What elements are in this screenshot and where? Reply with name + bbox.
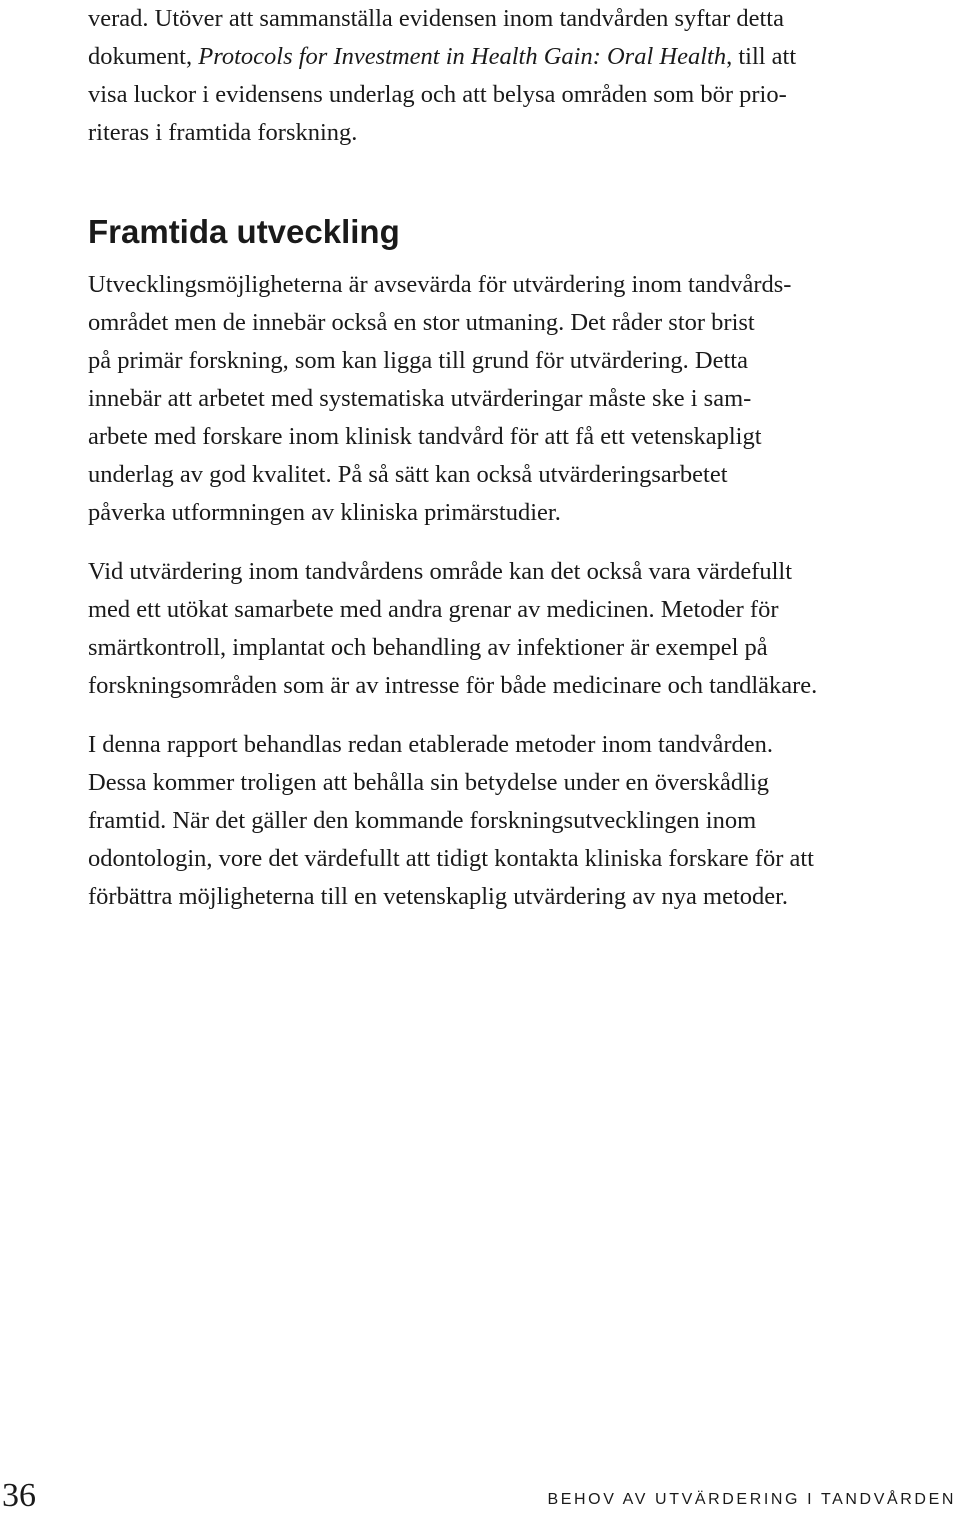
paragraph-line: framtid. När det gäller den kommande forskningsutvecklingen inom <box>88 807 757 834</box>
paragraph-line: med ett utökat samarbete med andra grenar av medicinen. Metoder för <box>88 596 779 623</box>
intro-line-4: riteras i framtida forskning. <box>88 119 358 146</box>
paragraph-line: arbete med forskare inom klinisk tandvård för att få ett vetenskapligt <box>88 423 762 450</box>
intro-line-2 <box>88 38 796 76</box>
intro-line-2-suffix: , till att <box>726 43 797 70</box>
paragraph-line: smärtkontroll, implantat och behandling av infektioner är exempel på <box>88 634 768 661</box>
intro-line-2-prefix: dokument, <box>88 43 199 70</box>
paragraph-line: underlag av god kvalitet. På så sätt kan också utvärderingsarbetet <box>88 461 728 488</box>
document-title-italic: Protocols for Investment in Health Gain: Oral Health <box>198 43 727 70</box>
paragraph-collaboration <box>88 553 817 705</box>
page-number: 36 <box>2 1477 36 1514</box>
paragraph-report <box>88 726 814 916</box>
paragraph-line: påverka utformningen av kliniska primärstudier. <box>88 499 561 526</box>
running-footer-title: BEHOV AV UTVÄRDERING I TANDVÅRDEN <box>547 1491 956 1508</box>
paragraph-line: forskningsområden som är av intresse för både medicinare och tandläkare. <box>88 672 818 699</box>
paragraph-line: innebär att arbetet med systematiska utvärderingar måste ske i sam- <box>88 385 752 412</box>
paragraph-line: I denna rapport behandlas redan etablerade metoder inom tandvården. <box>88 731 774 758</box>
paragraph-line: Vid utvärdering inom tandvårdens område kan det också vara värdefullt <box>88 558 793 585</box>
intro-paragraph <box>88 0 796 152</box>
paragraph-line: Utvecklingsmöjligheterna är avsevärda för utvärdering inom tandvårds- <box>88 271 792 298</box>
intro-line-1: verad. Utöver att sammanställa evidensen inom tandvården syftar detta <box>88 5 784 32</box>
section-heading: Framtida utveckling <box>88 213 400 250</box>
paragraph-line: Dessa kommer troligen att behålla sin betydelse under en överskådlig <box>88 769 770 796</box>
paragraph-line: på primär forskning, som kan ligga till grund för utvärdering. Detta <box>88 347 748 374</box>
paragraph-development <box>88 266 791 532</box>
intro-line-3: visa luckor i evidensens underlag och att belysa områden som bör prio- <box>88 81 787 108</box>
paragraph-line: förbättra möjligheterna till en vetenskaplig utvärdering av nya metoder. <box>88 883 789 910</box>
paragraph-line: odontologin, vore det värdefullt att tidigt kontakta kliniska forskare för att <box>88 845 814 872</box>
paragraph-line: området men de innebär också en stor utmaning. Det råder stor brist <box>88 309 755 336</box>
